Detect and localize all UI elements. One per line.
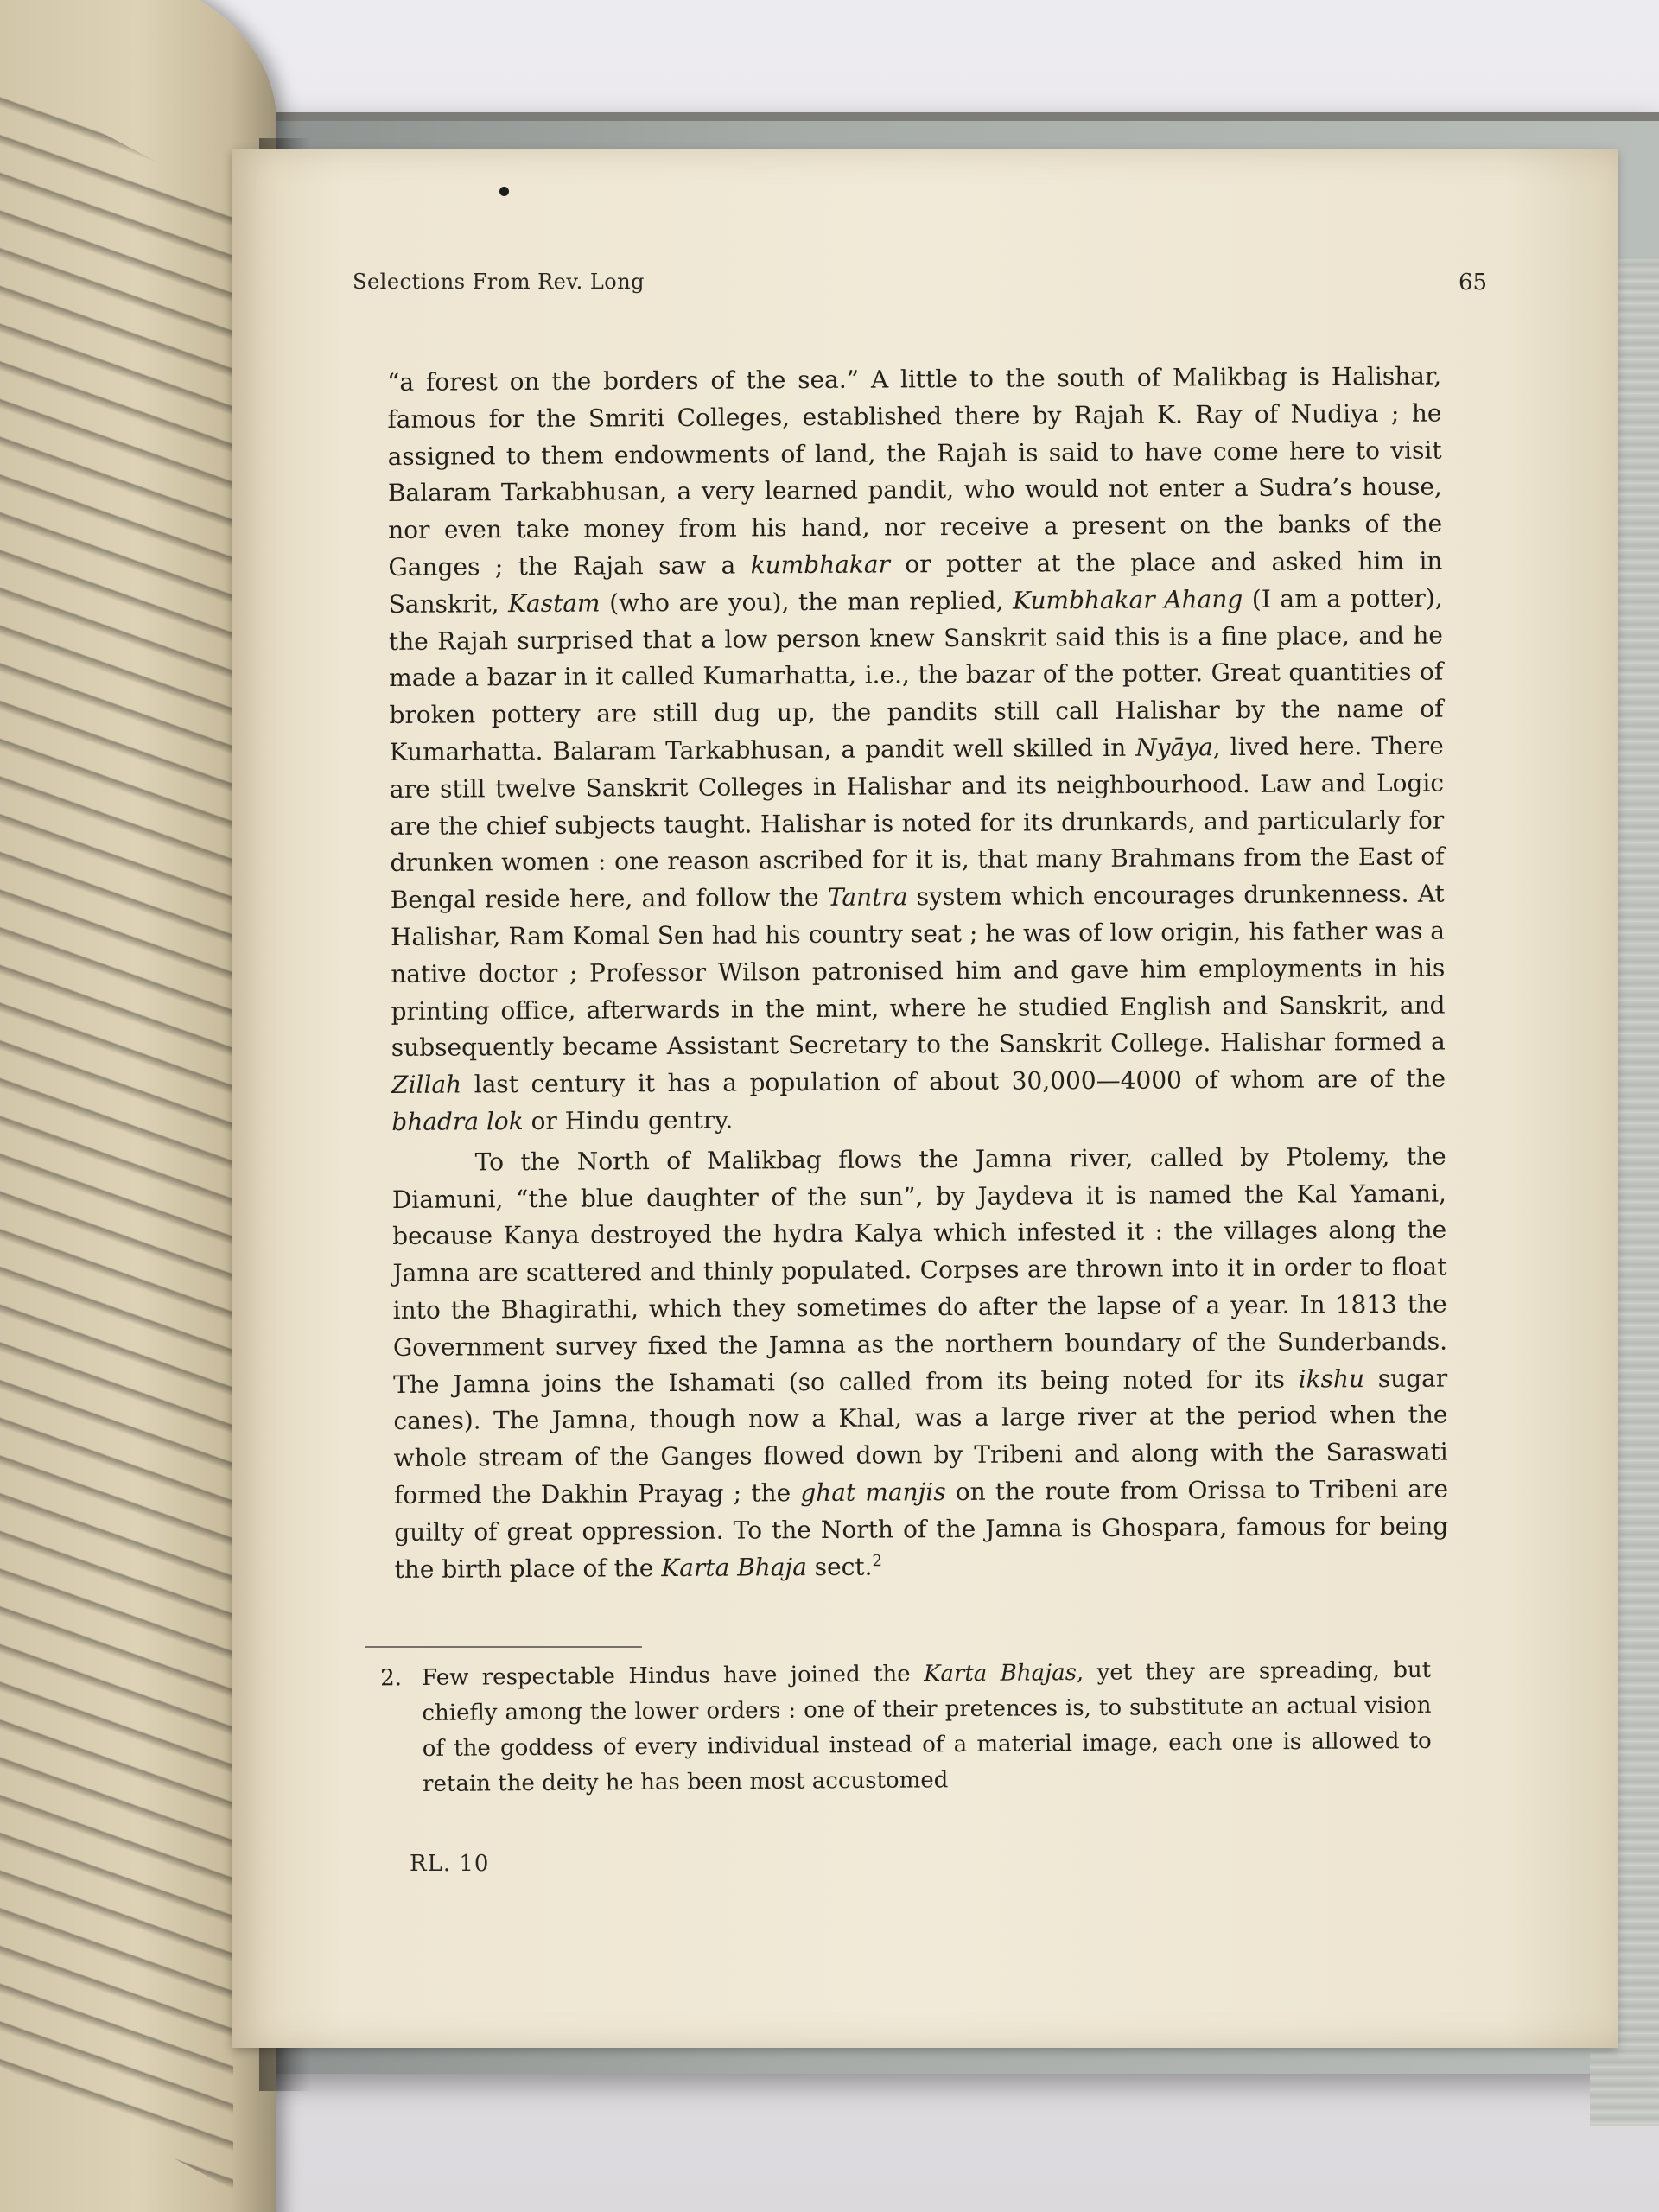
italic-term: Kastam bbox=[507, 588, 601, 618]
signature-mark: RL. 10 bbox=[410, 1851, 490, 1877]
footnote-rule bbox=[365, 1646, 642, 1648]
text-run: system which encourages drunkenness. At Halishar, Ram Komal Sen had his country seat ; he was of low origin, his father was a native doctor ; Professor Wilson patronised him and gave him employments in his printing office, afterwards in the mint, where he studied English and Sanskrit, and subsequently became Assistant Secretary to the Sanskrit College. Halishar formed a bbox=[390, 879, 1446, 1063]
paragraph-1 bbox=[387, 359, 1446, 1141]
text-run: Few respectable Hindus have joined the bbox=[422, 1661, 925, 1691]
text-run: sugar canes). The Jamna, though now a Khal, was a large river at the period when the whole stream of the Ganges flowed down by Tribeni and along with the Saraswati formed the Dakhin Prayag ; the bbox=[393, 1363, 1448, 1510]
body-text bbox=[387, 359, 1449, 1589]
footnote bbox=[380, 1653, 1432, 1802]
text-run: To the North of Malikbag flows the Jamna river, called by Ptolemy, the Diamuni, “the blue daughter of the sun”, by Jaydeva it is named the Kal Yamani, because Kanya destroyed the hydra Kalya which infested it : the villages along the Jamna are scattered and thinly populated. Corpses are thrown into it in order to float into the Bhagirathi, which they sometimes do after the lapse of a year. In 1813 the Government survey fixed the Jamna as the northern boundary of the Sunderbands. The Jamna joins the Ishamati (so called from its being noted for its bbox=[391, 1141, 1448, 1399]
text-run: , yet they are spreading, but chiefly among the lower orders : one of their pretences is, to substitute an actual vision of the goddess of every individual instead of a material image, each one is allowed to retain the deity he has been most accustomed bbox=[422, 1656, 1432, 1797]
text-run: on the route from Orissa to Tribeni are guilty of great oppression. To the North of the Jamna is Ghospara, famous for being the birth place of the bbox=[394, 1474, 1449, 1584]
italic-term: Kumbhakar Ahang bbox=[1013, 584, 1243, 615]
paragraph-2 bbox=[392, 1138, 1449, 1588]
italic-term: ikshu bbox=[1298, 1363, 1365, 1394]
footnote-text bbox=[422, 1657, 1432, 1797]
page-number: 65 bbox=[1459, 270, 1488, 296]
text-run: , lived here. There are still twelve Sanskrit Colleges in Halishar and its neighbourhood. Law and Logic are the chief subjects taught. Halishar is noted for its drunkards, and particularly for drunken women : one reason ascribed for it is, that many Brahmans from the East of Bengal reside here, and follow the bbox=[389, 731, 1445, 915]
italic-term: bhadra lok bbox=[391, 1106, 524, 1136]
text-run: last century it has a population of about 30,000—4000 of whom are of the bbox=[461, 1064, 1446, 1099]
footnote-number: 2. bbox=[380, 1665, 403, 1692]
running-title: Selections From Rev. Long bbox=[353, 270, 645, 294]
italic-term: Nyāya bbox=[1135, 733, 1213, 762]
text-run: (who are you), the man replied, bbox=[600, 586, 1014, 618]
text-run: (I am a potter), the Rajah surprised that a low person knew Sanskrit said this is a fine place, and he made a bazar in it called Kumarhatta, i.e., the bazar of the potter. Great quantities of broken pottery are still dug up, the pandits still call Halishar by the name of Kumarhatta. Balaram Tarkabhusan, a pandit well skilled in bbox=[388, 583, 1444, 766]
text-run: sect. bbox=[806, 1552, 873, 1581]
italic-term: Karta Bhajas bbox=[923, 1660, 1077, 1688]
left-page-text-lines bbox=[0, 74, 233, 2190]
italic-term: Karta Bhaja bbox=[661, 1552, 807, 1582]
ink-dot bbox=[499, 187, 509, 196]
footnote-ref: 2 bbox=[872, 1551, 883, 1570]
italic-term: kumbhakar bbox=[750, 550, 891, 580]
text-run: or Hindu gentry. bbox=[523, 1105, 734, 1135]
text-run: or potter at the place and asked him in Sanskrit, bbox=[388, 546, 1443, 619]
book-page bbox=[232, 149, 1618, 2048]
italic-term: ghat manjis bbox=[800, 1477, 946, 1508]
italic-term: Zillah bbox=[391, 1070, 462, 1100]
text-run: “a forest on the borders of the sea.” A little to the south of Malikbag is Halishar, famous for the Smriti Colleges, established there by Rajah K. Ray of Nudiya ; he assigned to them endowments of land, the Rajah is said to have come here to visit Balaram Tarkabhusan, a very learned pandit, who would not enter a Sudra’s house, nor even take money from his hand, nor receive a present on the banks of the Ganges ; the Rajah saw a bbox=[387, 361, 1443, 582]
italic-term: Tantra bbox=[827, 882, 908, 912]
